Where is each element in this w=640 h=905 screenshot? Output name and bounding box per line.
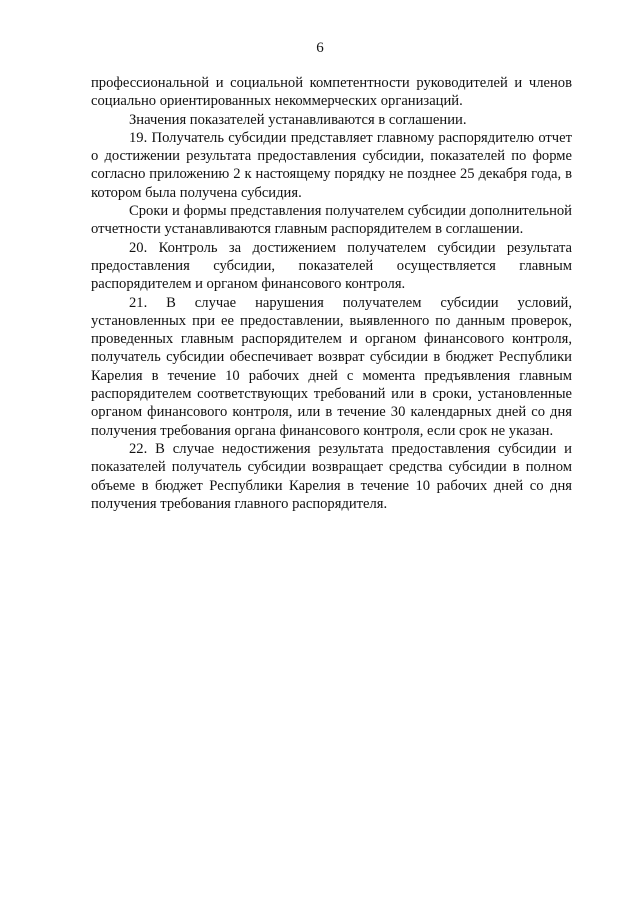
page-number: 6 xyxy=(316,40,324,56)
paragraph-continuation: профессиональной и социальной компетентности руководителей и членов социально ориентированных некоммерческих организаций. xyxy=(91,75,572,110)
paragraph-clause-20: 20. Контроль за достижением получателем субсидии результата предоставления субсидии, показателей осуществляется главным распорядителем и органом финансового контроля. xyxy=(91,239,572,293)
document-body xyxy=(91,74,572,513)
paragraph-clause-21: 21. В случае нарушения получателем субсидии условий, установленных при ее предоставлении, выявленного по данным проверок, проведенных главным распорядителем и органом финансового контроля, получатель субсидии обеспечивает возврат субсидии в бюджет Республики Карелия в течение 10 рабочих дней с момента предъявления главным распорядителем соответствующих требований или в сроки, установленные органом финансового контроля, или в течение 30 календарных дней со дня получения требования органа финансового контроля, если срок не указан. xyxy=(91,294,572,439)
paragraph-clause-19: 19. Получатель субсидии представляет главному распорядителю отчет о достижении результата предоставления субсидии, показателей по форме согласно приложению 2 к настоящему порядку не позднее 25 декабря года, в котором была получена субсидия. xyxy=(91,129,572,201)
paragraph-indicator-values: Значения показателей устанавливаются в соглашении. xyxy=(129,111,467,128)
paragraph-reporting-terms: Сроки и формы представления получателем субсидии дополнительной отчетности устанавливаются главным распорядителем в соглашении. xyxy=(91,203,572,238)
paragraph-clause-22: 22. В случае недостижения результата предоставления субсидии и показателей получатель субсидии возвращает средства субсидии в полном объеме в бюджет Республики Карелия в течение 10 рабочих дней со дня получения требования главного распорядителя. xyxy=(91,440,572,512)
